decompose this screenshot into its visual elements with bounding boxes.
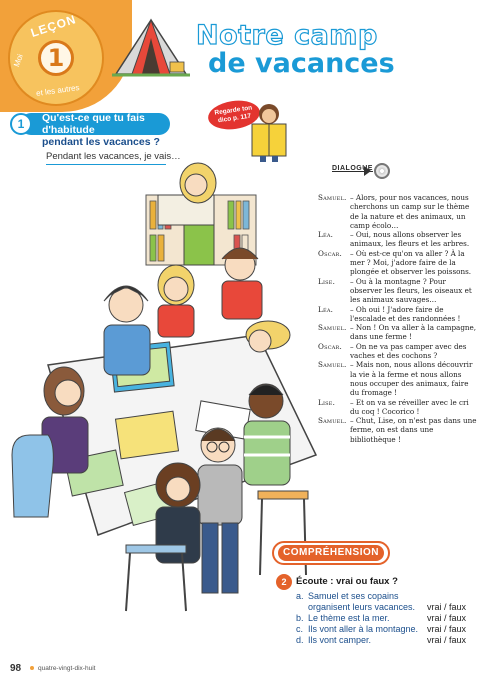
dialogue-speaker: Samuel. xyxy=(318,360,347,370)
dialogue-speech: – Alors, pour nos vacances, nous cherchons un camp sur le thème de la nature et des animaux, un camp écolo… xyxy=(350,193,470,230)
dialogue-speaker: Samuel. xyxy=(318,193,347,202)
dialogue-line xyxy=(318,277,478,305)
true-false-choice[interactable]: vrai / faux xyxy=(426,624,466,634)
item-letter: b. xyxy=(296,613,304,623)
list-item-continuation xyxy=(296,602,466,613)
true-false-choice[interactable]: vrai / faux xyxy=(426,613,466,623)
dialogue-speaker: Lise. xyxy=(318,276,336,286)
dialogue-line xyxy=(318,305,478,324)
question-2-number: 2 xyxy=(276,574,292,590)
question-2-title: Écoute : vrai ou faux ? xyxy=(296,576,398,587)
statement xyxy=(296,624,418,635)
dialogue-speech: – Oh oui ! J'adore faire de l'escalade et des randonnées ! xyxy=(350,304,461,323)
item-text: Ils vont aller à la montagne. xyxy=(308,624,419,634)
true-false-list xyxy=(296,591,466,646)
dialogue-speech: – Non ! On va aller à la campagne, dans une ferme ! xyxy=(350,323,477,342)
lesson-subtitle-2: et les autres xyxy=(35,83,80,98)
dialogue-line xyxy=(318,360,478,397)
dialogue-speaker: Lise. xyxy=(318,397,336,407)
item-letter-spacer xyxy=(296,602,308,613)
tent-illustration xyxy=(112,16,190,78)
item-text: Ils vont camper. xyxy=(308,635,372,645)
dialogue-speaker: Léa. xyxy=(318,304,334,314)
dialogue-speaker: Oscar. xyxy=(318,341,343,351)
dialogue-speech: – Et on va se réveiller avec le cri du coq ! Cocorico ! xyxy=(350,397,469,416)
dialogue-speech: – On ne va pas camper avec des vaches et des cochons ? xyxy=(350,341,467,361)
statement xyxy=(296,602,415,613)
item-letter: d. xyxy=(296,635,304,645)
question-1-prompt: Pendant les vacances, je vais… xyxy=(46,151,181,162)
question-1-line-2: pendant les vacances ? xyxy=(42,136,160,148)
true-false-choice[interactable]: vrai / faux xyxy=(426,635,466,645)
question-1-text xyxy=(42,112,192,148)
dialogue-speech: – Mais non, nous allons découvrir la vie à la ferme et nous allons nous occuper des animaux, faire du fromage ! xyxy=(350,360,473,398)
dialogue-line xyxy=(318,416,478,444)
item-text: Le thème est la mer. xyxy=(308,613,390,623)
dialogue-line xyxy=(318,342,478,361)
comprehension-banner: COMPRÉHENSION xyxy=(278,545,384,561)
dialogue-speaker: Oscar. xyxy=(318,248,343,258)
lesson-label: LEÇON xyxy=(28,12,79,40)
question-1-line-1: Qu'est-ce que tu fais d'habitude xyxy=(42,112,145,136)
dialogue-speech: – Ou à la montagne ? Pour observer les fleurs, les oiseaux et les animaux sauvages… xyxy=(350,276,472,305)
dialogue-line xyxy=(318,230,478,249)
true-false-choice[interactable]: vrai / faux xyxy=(426,602,466,612)
dialogue-line xyxy=(318,323,478,342)
dialogue-speech: – Oui, nous allons observer les animaux, les fleurs et les arbres. xyxy=(350,230,470,249)
dialogue-line xyxy=(318,398,478,417)
item-letter: c. xyxy=(296,624,304,634)
look-dictionary-badge: Regarde ton dico p. 117 xyxy=(206,98,261,133)
lesson-subtitle-1: Moi xyxy=(12,52,25,69)
statement xyxy=(296,635,371,646)
dialogue-speaker: Samuel. xyxy=(318,416,347,426)
item-letter: a. xyxy=(296,591,304,601)
page-title-line-1: Notre camp xyxy=(196,20,378,51)
dialogue-text xyxy=(318,193,478,444)
item-text: organisent leurs vacances. xyxy=(308,602,416,612)
list-item xyxy=(296,591,466,602)
cd-audio-icon[interactable] xyxy=(374,163,390,179)
boy-reading-illustration xyxy=(244,100,294,162)
list-item xyxy=(296,613,466,624)
item-text: Samuel et ses copains xyxy=(308,591,399,601)
list-item xyxy=(296,635,466,646)
lesson-number: 1 xyxy=(38,40,74,76)
dialogue-speaker: Samuel. xyxy=(318,323,347,333)
list-item xyxy=(296,624,466,635)
statement xyxy=(296,613,390,624)
dialogue-speech: – Où est-ce qu'on va aller ? À la mer ? Moi, j'adore faire de la plongée et observer les poissons. xyxy=(350,248,472,277)
statement xyxy=(296,591,399,602)
dialogue-label: DIALOGUE xyxy=(332,165,373,172)
dialogue-speaker: Léa. xyxy=(318,230,334,240)
dialogue-line xyxy=(318,249,478,277)
page-title-line-2: de vacances xyxy=(208,48,395,79)
dialogue-line xyxy=(318,193,478,230)
play-icon[interactable] xyxy=(364,166,371,176)
question-1-number: 1 xyxy=(10,113,32,135)
page-number-words: quatre-vingt-dix-huit xyxy=(30,665,95,672)
dialogue-speech: – Chut, Lise, on n'est pas dans une ferme, on est dans une bibliothèque ! xyxy=(350,416,477,444)
page-number: 98 xyxy=(10,663,22,674)
